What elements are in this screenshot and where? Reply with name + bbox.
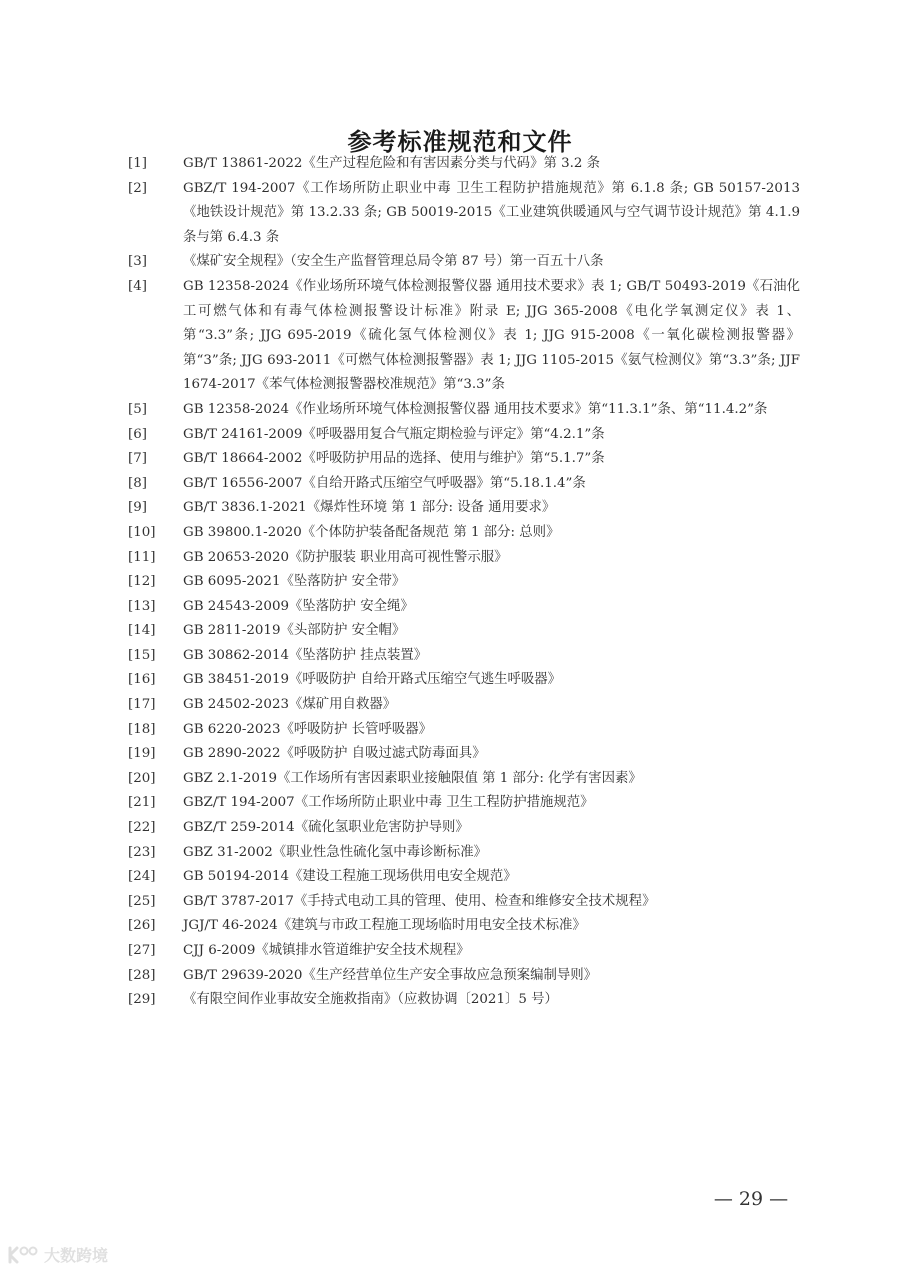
reference-number: [26] <box>128 918 156 934</box>
reference-text: GBZ/T 194-2007《工作场所防止职业中毒 卫生工程防护措施规范》第 6.1.8 条; GB 50157-2013《地铁设计规范》第 13.2.33 条; GB 50019-2015《工业建筑供暖通风与空气调节设计规范》第 4.1.9 条与第 6.4.3 条 <box>183 180 800 245</box>
reference-text: GB 24543-2009《坠落防护 安全绳》 <box>183 598 414 614</box>
reference-item <box>128 398 800 423</box>
reference-item <box>128 595 800 620</box>
reference-number: [27] <box>128 943 156 958</box>
reference-text: GB/T 3836.1-2021《爆炸性环境 第 1 部分: 设备 通用要求》 <box>183 500 556 516</box>
reference-number: [8] <box>128 475 147 491</box>
reference-number: [22] <box>128 820 156 836</box>
reference-number: [24] <box>128 869 156 885</box>
reference-item <box>128 742 800 767</box>
reference-text: CJJ 6-2009《城镇排水管道维护安全技术规程》 <box>183 943 470 958</box>
reference-number: [21] <box>128 795 156 811</box>
reference-item <box>128 791 800 816</box>
reference-number: [20] <box>128 770 156 786</box>
reference-text: GB/T 29639-2020《生产经营单位生产安全事故应急预案编制导则》 <box>183 967 598 983</box>
reference-item <box>128 718 800 743</box>
reference-text: GBZ/T 194-2007《工作场所防止职业中毒 卫生工程防护措施规范》 <box>183 795 594 811</box>
reference-item <box>128 816 800 841</box>
reference-item <box>128 177 800 251</box>
reference-text: GB 24502-2023《煤矿用自救器》 <box>183 697 397 713</box>
reference-text: GBZ/T 259-2014《硫化氢职业危害防护导则》 <box>183 820 469 836</box>
kjoo-logo-icon <box>6 1245 40 1265</box>
reference-text: GB 39800.1-2020《个体防护装备配备规范 第 1 部分: 总则》 <box>183 524 560 540</box>
reference-text: GB 30862-2014《坠落防护 挂点装置》 <box>183 647 428 663</box>
reference-item <box>128 546 800 571</box>
reference-number: [1] <box>128 156 147 171</box>
reference-item <box>128 914 800 939</box>
reference-item <box>128 939 800 964</box>
reference-item <box>128 570 800 595</box>
reference-text: GB 6220-2023《呼吸防护 长管呼吸器》 <box>183 721 433 737</box>
reference-text: 《有限空间作业事故安全施救指南》（应救协调〔2021〕5 号） <box>183 992 558 1008</box>
reference-number: [19] <box>128 746 156 762</box>
reference-item <box>128 693 800 718</box>
reference-text: GB/T 16556-2007《自给开路式压缩空气呼吸器》第“5.18.1.4”条 <box>183 475 586 491</box>
reference-text: GB/T 24161-2009《呼吸器用复合气瓶定期检验与评定》第“4.2.1”条 <box>183 426 605 442</box>
page-title: 参考标准规范和文件 <box>347 128 573 157</box>
reference-text: GB/T 18664-2002《呼吸防护用品的选择、使用与维护》第“5.1.7”条 <box>183 451 605 467</box>
reference-number: [6] <box>128 426 147 442</box>
reference-text: GB 12358-2024《作业场所环境气体检测报警仪器 通用技术要求》表 1; GB/T 50493-2019《石油化工可燃气体和有毒气体检测报警设计标准》附录 E; JJG 365-2008《电化学氧测定仪》表 1、第“3.3”条; JJG 695-2019《硫化氢气体检测仪》表 1; JJG 915-2008《一氧化碳检测报警器》第“3”条; JJG 693-2011《可燃气体检测报警器》表 1; JJG 1105-2015《氨气检测仪》第“3.3”条; JJF 1674-2017《苯气体检测报警器校准规范》第“3.3”条 <box>183 278 800 393</box>
reference-item <box>128 767 800 792</box>
reference-text: 《煤矿安全规程》（安全生产监督管理总局令第 87 号）第一百五十八条 <box>183 254 604 270</box>
reference-list <box>128 152 800 1013</box>
reference-number: [28] <box>128 967 156 983</box>
reference-item <box>128 447 800 472</box>
watermark-text: 大数跨境 <box>44 1246 109 1265</box>
reference-number: [10] <box>128 524 156 540</box>
reference-number: [3] <box>128 254 147 270</box>
reference-item <box>128 865 800 890</box>
reference-item <box>128 619 800 644</box>
reference-item <box>128 472 800 497</box>
reference-number: [4] <box>128 278 147 294</box>
reference-number: [7] <box>128 451 147 467</box>
watermark <box>6 1243 108 1266</box>
page-number: — 29 — <box>713 1188 789 1210</box>
reference-text: GB/T 13861-2022《生产过程危险和有害因素分类与代码》第 3.2 条 <box>183 156 601 171</box>
reference-number: [17] <box>128 697 156 713</box>
reference-number: [23] <box>128 844 156 860</box>
reference-text: GB 2890-2022《呼吸防护 自吸过滤式防毒面具》 <box>183 746 486 762</box>
reference-text: GB 2811-2019《头部防护 安全帽》 <box>183 623 406 639</box>
reference-text: GBZ 2.1-2019《工作场所有害因素职业接触限值 第 1 部分: 化学有害因素》 <box>183 770 642 786</box>
reference-text: GB 50194-2014《建设工程施工现场供用电安全规范》 <box>183 869 517 885</box>
reference-number: [9] <box>128 500 147 516</box>
reference-item <box>128 275 800 398</box>
reference-number: [14] <box>128 623 156 639</box>
reference-text: JGJ/T 46-2024《建筑与市政工程施工现场临时用电安全技术标准》 <box>183 918 586 934</box>
reference-text: GBZ 31-2002《职业性急性硫化氢中毒诊断标准》 <box>183 844 487 860</box>
reference-item <box>128 496 800 521</box>
reference-text: GB 38451-2019《呼吸防护 自给开路式压缩空气逃生呼吸器》 <box>183 672 562 688</box>
reference-number: [25] <box>128 893 156 909</box>
reference-item <box>128 988 800 1013</box>
reference-number: [16] <box>128 672 156 688</box>
reference-number: [5] <box>128 401 147 417</box>
reference-number: [2] <box>128 180 147 196</box>
reference-text: GB 12358-2024《作业场所环境气体检测报警仪器 通用技术要求》第“11.3.1”条、第“11.4.2”条 <box>183 401 768 417</box>
reference-number: [11] <box>128 549 156 565</box>
reference-item <box>128 841 800 866</box>
reference-number: [18] <box>128 721 156 737</box>
reference-item <box>128 964 800 989</box>
reference-number: [12] <box>128 574 156 590</box>
reference-item <box>128 250 800 275</box>
reference-item <box>128 152 800 177</box>
reference-number: [15] <box>128 647 156 663</box>
reference-item <box>128 890 800 915</box>
reference-text: GB 20653-2020《防护服装 职业用高可视性警示服》 <box>183 549 508 565</box>
reference-text: GB 6095-2021《坠落防护 安全带》 <box>183 574 406 590</box>
reference-number: [29] <box>128 992 156 1008</box>
reference-item <box>128 668 800 693</box>
reference-number: [13] <box>128 598 156 614</box>
reference-text: GB/T 3787-2017《手持式电动工具的管理、使用、检查和维修安全技术规程》 <box>183 893 656 909</box>
reference-item <box>128 644 800 669</box>
reference-item <box>128 423 800 448</box>
reference-item <box>128 521 800 546</box>
